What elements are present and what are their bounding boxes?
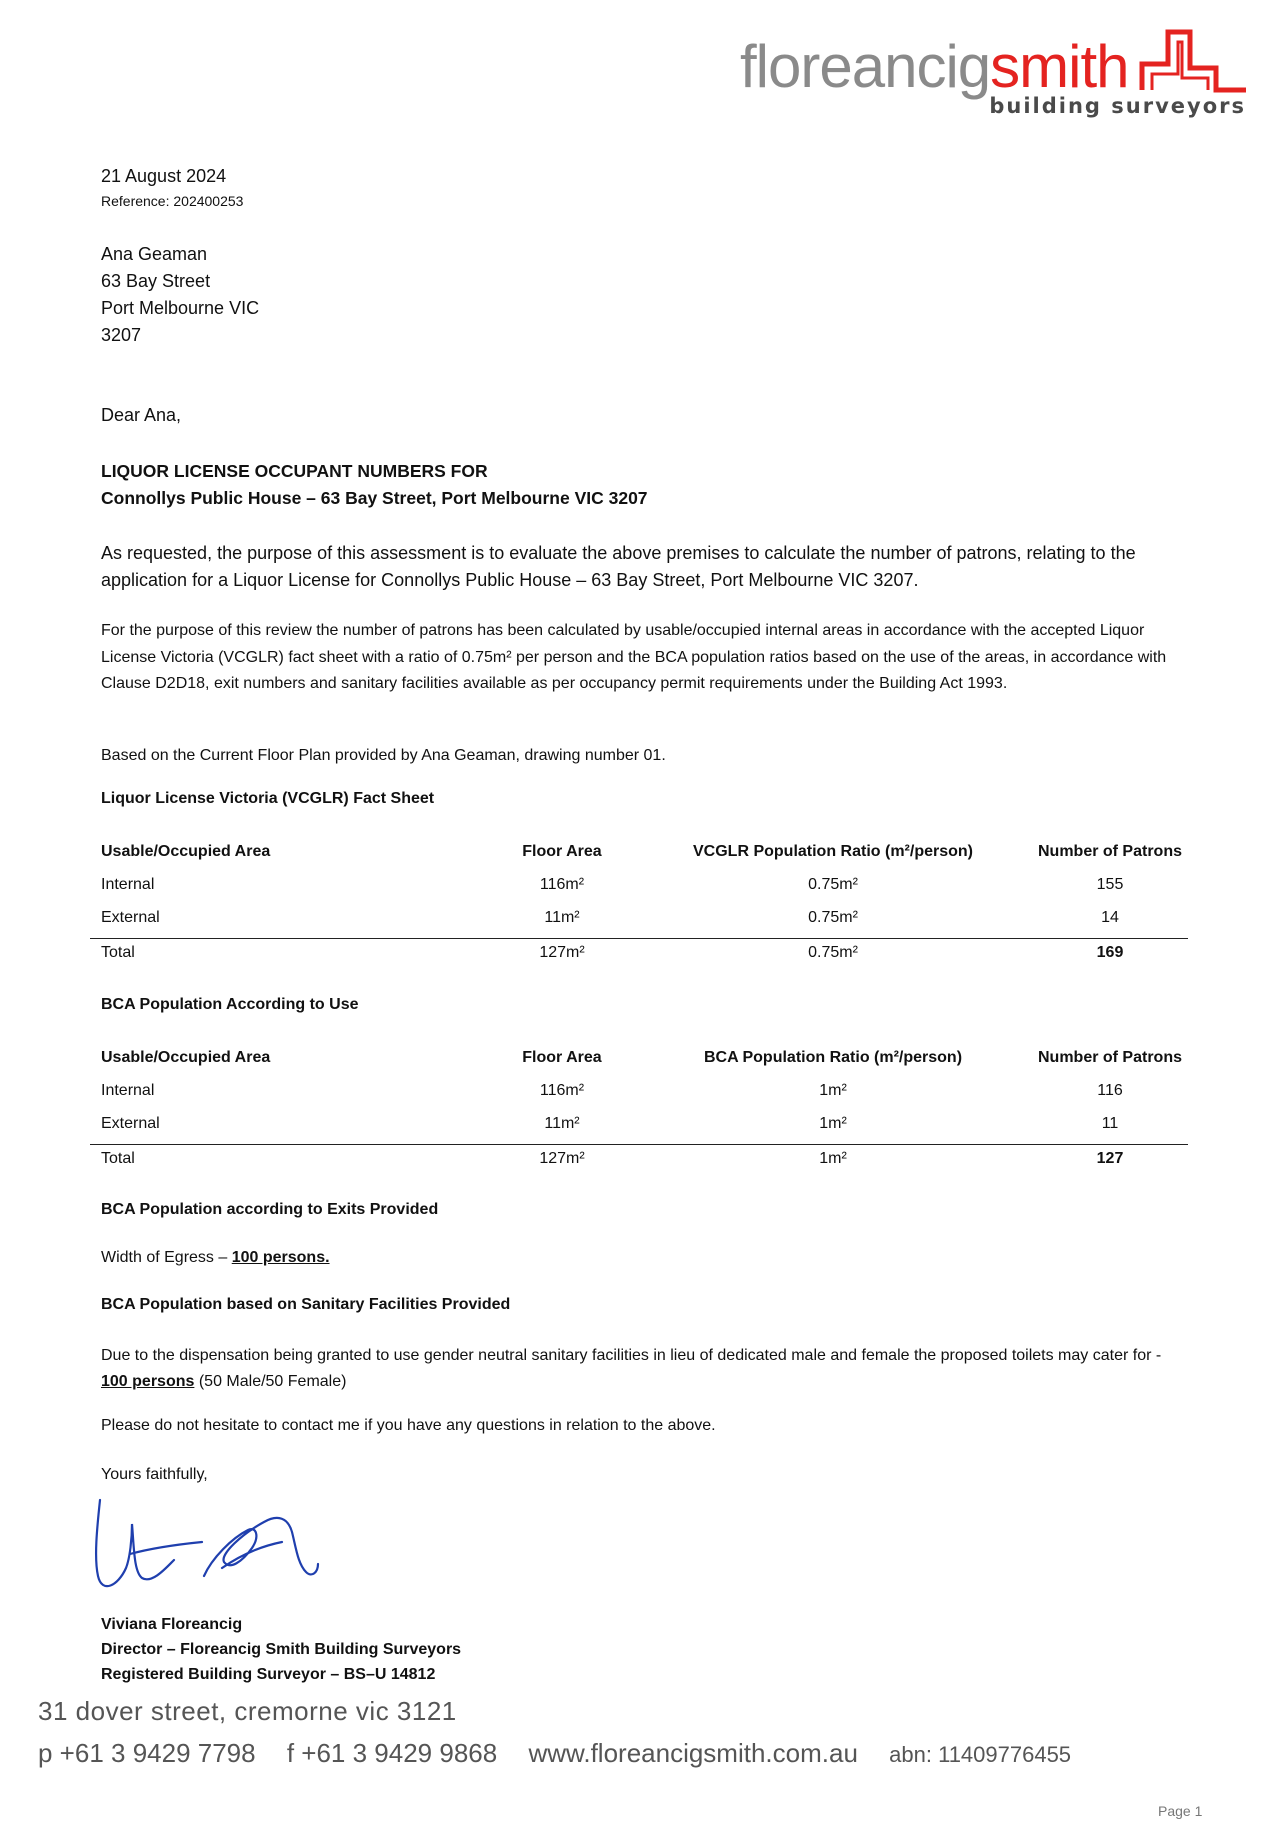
table-header-row [90,843,1188,867]
table-cell: 116m² [539,1082,585,1099]
letter-date: 21 August 2024 [101,166,227,186]
footer-contacts [38,1738,1095,1769]
column-header: Floor Area [522,843,602,860]
table-total-row [90,944,1188,968]
table-cell: 1m² [819,1082,847,1099]
table-divider [90,1144,1188,1145]
table-cell: 127m² [539,1150,585,1167]
logo-step-icon [1138,28,1250,93]
logo-subtitle: building surveyors [989,94,1246,118]
total-patrons: 169 [1096,944,1124,961]
handwritten-signature [92,1498,332,1598]
table-cell: Internal [101,876,155,893]
egress-label: Width of Egress – [101,1249,232,1266]
table-total-row [90,1150,1188,1174]
table-cell: Total [101,1150,135,1167]
logo-wordmark [740,32,1129,102]
table-header-row [90,1049,1188,1073]
company-logo [740,28,1250,123]
method-paragraph: For the purpose of this review the number of patrons has been calculated by usable/occupied internal areas in accordance with the accepted Liquor License Victoria (VCGLR) fact sheet with a ratio of 0.75m² per person and the BCA population ratios based on the use of the areas, in accordance with Clause D2D18, exit numbers and sanitary facilities available as per occupancy permit requirements under the Building Act 1993. [101,622,1167,692]
column-header: BCA Population Ratio (m²/person) [703,1049,963,1066]
signatory-block [101,1612,461,1687]
footer-phone: p +61 3 9429 7798 [38,1738,256,1768]
exits-heading: BCA Population according to Exits Provided [101,1201,439,1218]
egress-value: 100 persons. [231,1249,330,1266]
closing: Yours faithfully, [101,1466,208,1483]
address-line: 3207 [101,325,142,345]
footer-address: 31 dover street, cremorne vic 3121 [38,1696,457,1726]
table-cell: External [101,1115,160,1132]
footer-website[interactable]: www.floreancigsmith.com.au [528,1738,858,1768]
table-cell: Internal [101,1082,155,1099]
table-cell: 0.75m² [808,876,858,893]
signatory-registration: Registered Building Surveyor – BS–U 14812 [101,1666,436,1683]
table-row [90,876,1188,900]
table-cell: 116m² [539,876,585,893]
subject-line-2: Connollys Public House – 63 Bay Street, Port Melbourne VIC 3207 [101,488,648,508]
address-line: 63 Bay Street [101,271,211,291]
bca-use-heading: BCA Population According to Use [101,996,359,1013]
table-cell: 14 [1101,909,1119,926]
footer-abn: abn: 11409776455 [889,1742,1072,1767]
signatory-title: Director – Floreancig Smith Building Surveyors [101,1641,462,1658]
page-number: Page 1 [1158,1803,1203,1819]
footer-fax: f +61 3 9429 9868 [286,1738,498,1768]
table-row [90,909,1188,933]
intro-paragraph: As requested, the purpose of this assessment is to evaluate the above premises to calculate the number of patrons, relating to the application for a Liquor License for Connollys Public House – 63 Bay Street, Port Melbourne VIC 3207. [101,543,1136,590]
sanitary-value: 100 persons [101,1372,195,1390]
table-cell: 127m² [539,944,585,961]
table-cell: 11m² [544,909,580,926]
table-divider [90,938,1188,939]
logo-wordmark-part2: smith [990,33,1129,100]
table-row [90,1115,1188,1139]
egress-line [101,1249,330,1267]
address-line: Ana Geaman [101,244,208,264]
column-header: Usable/Occupied Area [101,1049,271,1066]
vcglr-heading: Liquor License Victoria (VCGLR) Fact Sheet [101,790,435,807]
sanitary-paragraph [101,1343,1191,1394]
recipient-address [101,241,259,349]
sanitary-suffix: (50 Male/50 Female) [194,1372,347,1390]
table-cell: 1m² [819,1115,847,1132]
column-header: Floor Area [522,1049,602,1066]
column-header: Number of Patrons [1037,843,1182,860]
sanitary-heading: BCA Population based on Sanitary Facilities Provided [101,1296,511,1313]
table-cell: 0.75m² [808,909,858,926]
subject-line-1: LIQUOR LICENSE OCCUPANT NUMBERS FOR [101,461,488,481]
table-cell: External [101,909,160,926]
table-cell: 155 [1096,876,1124,893]
table-cell: 11 [1101,1115,1119,1132]
table-cell: 11m² [544,1115,580,1132]
column-header: Number of Patrons [1037,1049,1182,1066]
address-line: Port Melbourne VIC [101,298,260,318]
total-patrons: 127 [1096,1150,1124,1167]
column-header: Usable/Occupied Area [101,843,271,860]
floorplan-paragraph: Based on the Current Floor Plan provided by Ana Geaman, drawing number 01. [101,747,666,764]
column-header: VCGLR Population Ratio (m²/person) [693,843,973,860]
table-cell: 116 [1097,1082,1123,1099]
table-cell: 1m² [819,1150,847,1167]
logo-wordmark-part1: floreancig [740,33,991,100]
sanitary-text: Due to the dispensation being granted to use gender neutral sanitary facilities in lieu of dedicated male and female the proposed toilets may cater for - [101,1347,1162,1364]
table-row [90,1082,1188,1106]
letter-reference: Reference: 202400253 [101,193,244,209]
signatory-name: Viviana Floreancig [101,1616,243,1633]
table-cell: Total [101,944,135,961]
salutation: Dear Ana, [101,405,182,425]
contact-paragraph: Please do not hesitate to contact me if you have any questions in relation to the above. [101,1417,716,1434]
table-cell: 0.75m² [808,944,858,961]
